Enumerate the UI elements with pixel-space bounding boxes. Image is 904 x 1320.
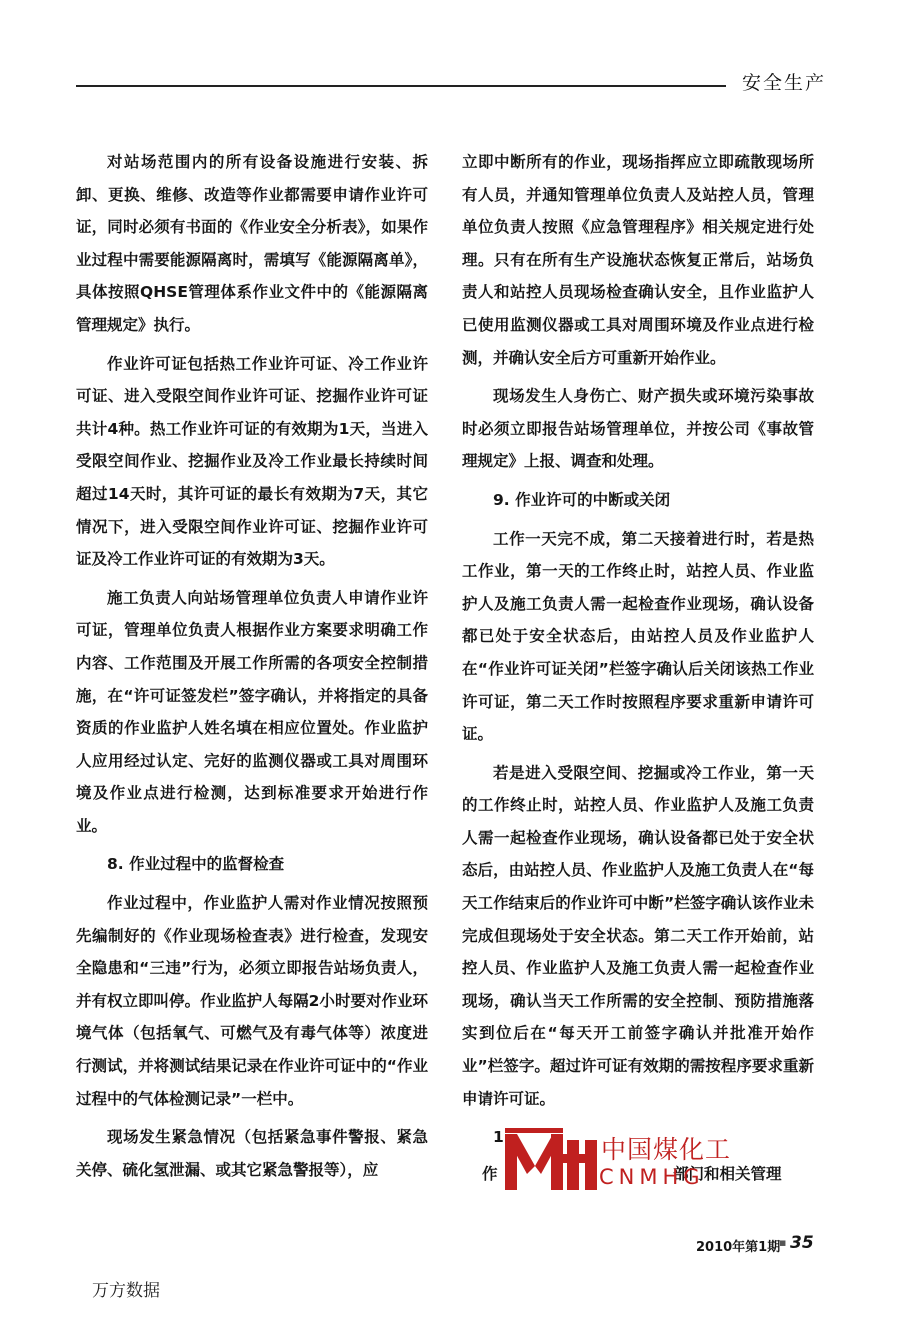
section-title: 安全生产 <box>742 72 827 94</box>
section-heading: 8. 作业过程中的监督检查 <box>107 855 285 874</box>
fragment-line1: 1 <box>493 1128 504 1146</box>
right-column <box>462 146 814 1121</box>
watermark-cn: 中国煤化工 <box>601 1135 732 1164</box>
page-decoration-icon: ▪ <box>779 1236 787 1249</box>
paragraph: 作业过程中，作业监护人需对作业情况按照预先编制好的《作业现场检查表》进行检查，发现安全隐患和“三违”行为，必须立即报告站场负责人，并有权立即叫停。作业监护人每隔2小时要对作业环境气体（包括氧气、可燃气及有毒气体等）浓度进行测试，并将测试结果记录在作业许可证中的“作业过程中的气体检测记录”一栏中。 <box>76 894 428 1108</box>
watermark-en: CNMHG <box>599 1165 705 1189</box>
fragment-line2-start: 作 <box>482 1165 498 1183</box>
paragraph: 现场发生紧急情况（包括紧急事件警报、紧急关停、硫化氢泄漏、或其它紧急警报等），应 <box>76 1128 428 1179</box>
paragraph: 立即中断所有的作业，现场指挥应立即疏散现场所有人员，并通知管理单位负责人及站控人员，管理单位负责人按照《应急管理程序》相关规定进行处理。只有在所有生产设施状态恢复正常后，站场负责人和站控人员现场检查确认安全，且作业监护人已使用监测仪器或工具对周围环境及作业点进行检测，并确认安全后方可重新开始作业。 <box>462 153 814 367</box>
paragraph: 对站场范围内的所有设备设施进行安装、拆卸、更换、维修、改造等作业都需要申请作业许可证，同时必须有书面的《作业安全分析表》，如果作业过程中需要能源隔离时，需填写《能源隔离单》，具体按照QHSE管理体系作业文件中的《能源隔离管理规定》执行。 <box>76 153 428 334</box>
section-heading: 9. 作业许可的中断或关闭 <box>493 490 671 509</box>
paragraph: 若是进入受限空间、挖掘或冷工作业，第一天的工作终止时，站控人员、作业监护人及施工负责人需一起检查作业现场，确认设备都已处于安全状态后，由站控人员、作业监护人及施工负责人在“每天工作结束后的作业许可中断”栏签字确认该作业未完成但现场处于安全状态。第二天工作开始前，站控人员、作业监护人及施工负责人需一起检查作业现场，确认当天工作所需的安全控制、预防措施落实到位后在“每天开工前签字确认并批准开始作业”栏签字。超过许可证有效期的需按程序要求重新申请许可证。 <box>462 763 814 1108</box>
paragraph: 现场发生人身伤亡、财产损失或环境污染事故时必须立即报告站场管理单位，并按公司《事故管理规定》上报、调查和处理。 <box>462 387 814 471</box>
paragraph: 作业许可证包括热工作业许可证、冷工作业许可证、进入受限空间作业许可证、挖掘作业许可证共计4种。热工作业许可证的有效期为1天，当进入受限空间作业、挖掘作业及冷工作业最长持续时间超过14天时，其许可证的最长有效期为7天，其它情况下，进入受限空间作业许可证、挖掘作业许可证及冷工作业许可证的有效期为3天。 <box>76 354 428 569</box>
page-number: 35 <box>790 1233 814 1253</box>
paragraph: 工作一天完不成，第二天接着进行时，若是热工作业，第一天的工作终止时，站控人员、作业监护人及施工负责人需一起检查作业现场，确认设备都已处于安全状态后，由站控人员及作业监护人在“作业许可证关闭”栏签字确认后关闭该热工作业许可证，第二天工作时按照程序要求重新申请许可证。 <box>462 529 814 744</box>
header-rule <box>76 85 726 87</box>
fragment-line2-end: 部门和相关管理 <box>673 1162 782 1184</box>
mh-logo-icon <box>505 1126 597 1190</box>
source-label: 万方数据 <box>92 1281 160 1301</box>
paragraph: 施工负责人向站场管理单位负责人申请作业许可证，管理单位负责人根据作业方案要求明确工作内容、工作范围及开展工作所需的各项安全控制措施，在“许可证签发栏”签字确认，并将指定的具备资质的作业监护人姓名填在相应位置处。作业监护人应用经过认定、完好的监测仪器或工具对周围环境及作业点进行检测，达到标准要求开始进行作业。 <box>76 588 428 835</box>
issue-label: 2010年第1期 <box>696 1240 781 1255</box>
left-column <box>76 146 428 1192</box>
